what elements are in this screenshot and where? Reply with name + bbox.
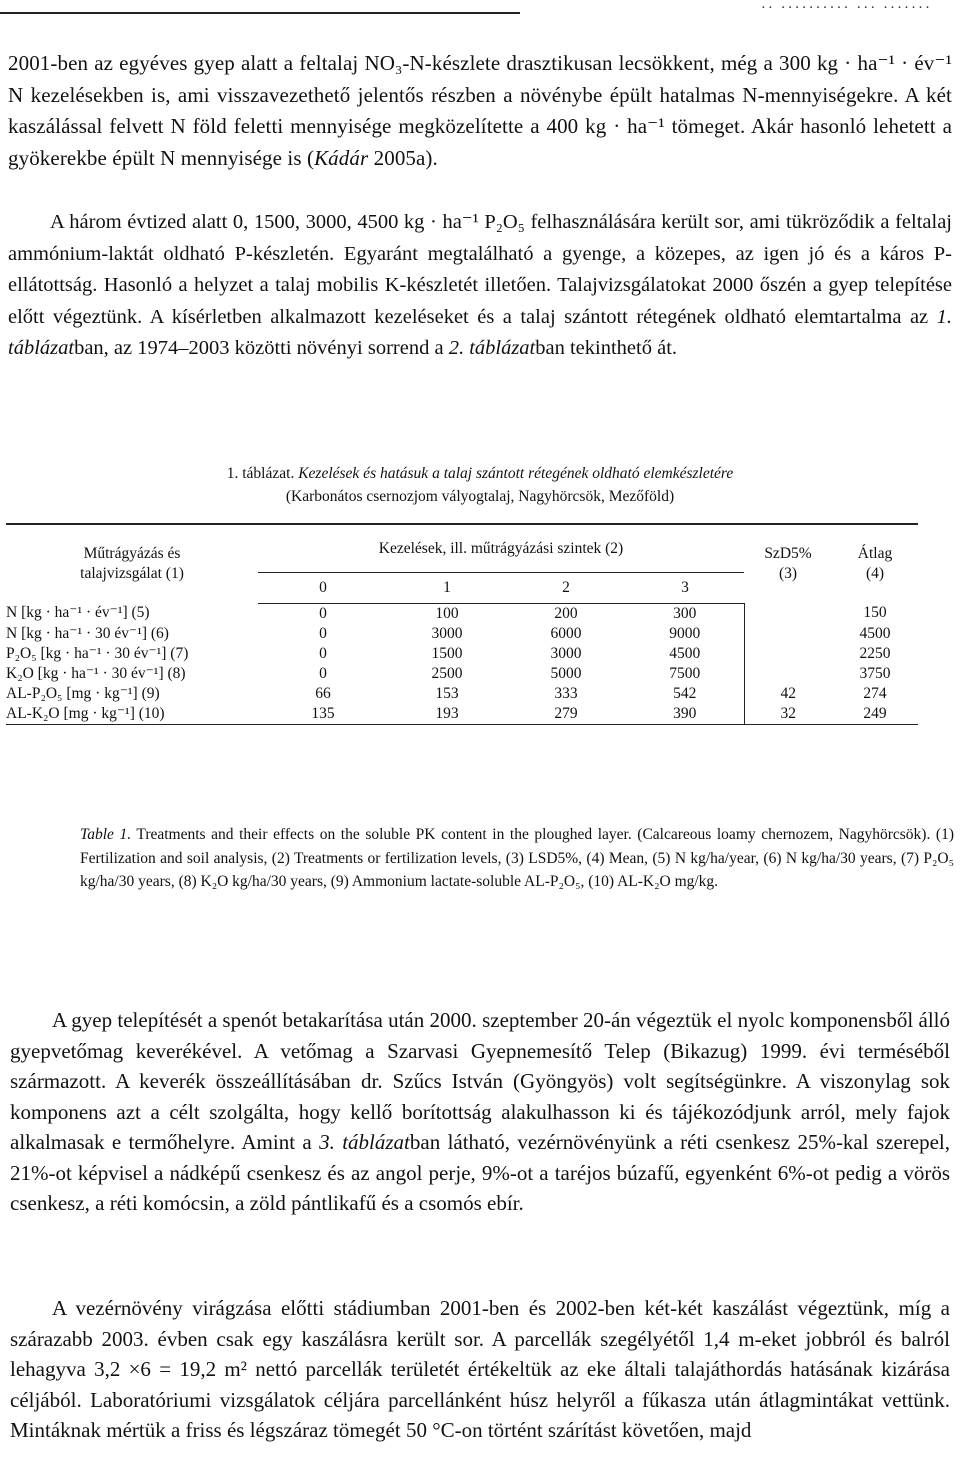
cell: 0 [319, 664, 327, 682]
english-caption-label: Table 1. [80, 826, 132, 843]
header-mean [832, 524, 918, 603]
table-3-ref: 3. táblázat [319, 1130, 410, 1154]
paragraph-2-text-b: ban, az 1974–2003 közötti növényi sorrend a [74, 337, 449, 359]
table-caption [0, 462, 960, 508]
cell: 2500 [431, 664, 463, 682]
level-1: 1 [388, 573, 506, 603]
cell: 5000 [550, 664, 582, 682]
cell: 7500 [626, 664, 744, 684]
paragraph-3-text-a: A gyep telepítését a spenót betakarítása után 2000. szeptember 20-án végeztük el nyolc komponensből álló gyepvetőmag keverékével. A vetőmag a Szarvasi Gyepnemesítő Telep (Bikazug) 1999. évi terméséből származott. A keverék összeállításában dr. Szűcs István (Gyöngyös) volt segítségünkre. A viszonylag sok komponens azt a célt szolgálta, hogy kellő borítottság alakulhasson ki és tájékozódjunk arról, mely fajok alkalmasak e termőhelyre. Amint a [10, 1008, 950, 1154]
cell-lsd [744, 644, 832, 664]
table-caption-title: Kezelések és hatásuk a talaj szántott rétegének oldható elemkészletére [298, 465, 734, 482]
row-label: N [kg · ha⁻¹ · 30 év⁻¹] (6) [6, 624, 169, 642]
paragraph-3 [10, 1005, 950, 1219]
header-lsd [744, 524, 832, 603]
paragraph-4-text: A vezérnövény virágzása előtti stádiumban 2001-ben és 2002-ben két-két kaszálást végeztünk, míg a szárazabb 2003. évben csak egy kaszálásra került sor. A parcellák szegélyétől 1,4 m-eket jobbról és balról lehagyva 3,2 ×6 = 19,2 m² nettó parcellák területét értékeltük az eke általi talajáthordás hatásának kizárása céljából. Laboratóriumi vizsgálatok céljára parcellánként húsz helyről a fűkasza után átlagmintákat vettünk. Mintáknak mértük a friss és légszáraz tömegét 50 °C-on történt szárítást követően, majd [10, 1296, 950, 1442]
level-0: 0 [258, 573, 388, 603]
cell: 0 [319, 624, 327, 642]
table-row [6, 624, 918, 644]
cell: 9000 [626, 624, 744, 644]
header-fragment: ·· ·········· ··· ······· [760, 0, 932, 16]
cell: 300 [626, 603, 744, 624]
cell: 153 [435, 684, 459, 702]
paragraph-2-text-a: A három évtized alatt 0, 1500, 3000, 4500 kg · ha⁻¹ P₂O₅ felhasználására került sor, ami tükröződik a feltalaj ammónium-laktát oldható P-készletén. Egyaránt megtalálható a gyenge, a közepes, az igen jó és a káros P-ellátottság. Hasonló a helyzet a talaj mobilis K-készletét illetően. Talajvizsgálatokat 2000 őszén a gyep telepítése előtt végeztünk. A kísérletben alkalmazott kezeléseket és a talaj szántott rétegének oldható elemtartalma az [8, 211, 952, 328]
cell-lsd [744, 624, 832, 644]
cell-mean: 274 [863, 684, 887, 702]
cell-mean: 249 [832, 704, 918, 725]
paragraph-2 [8, 207, 952, 365]
cell: 200 [554, 604, 578, 622]
row-label: K₂O [kg · ha⁻¹ · 30 év⁻¹] (8) [6, 664, 186, 682]
table-2-ref: 2. táblázat [448, 337, 536, 359]
header-fertilization-text: Műtrágyázás és talajvizsgálat (1) [80, 545, 184, 582]
header-mean-text: Átlag (4) [857, 545, 893, 582]
cell: 6000 [550, 624, 582, 642]
cell: 0 [319, 644, 327, 662]
paragraph-2-text-c: ban tekinthető át. [535, 337, 678, 359]
english-caption-text: Treatments and their effects on the soluble PK content in the ploughed layer. (Calcareous loamy chernozem, Nagyhörcsök). (1) Fertilization and soil analysis, (2) Treatments or fertilization levels, (3) LSD5%, (4) Mean, (5) N kg/ha/year, (6) N kg/ha/30 years, (7) P₂O₅ kg/ha/30 years, (8) K₂O kg/ha/30 years, (9) Ammonium lactate-soluble AL-P₂O₅, (10) AL-K₂O mg/kg. [80, 826, 954, 890]
cell: 193 [388, 704, 506, 725]
cell-lsd: 42 [780, 684, 796, 702]
top-rule [0, 12, 520, 14]
cell: 100 [435, 604, 459, 622]
table-row [6, 684, 918, 704]
cell-lsd: 32 [744, 704, 832, 725]
cell: 3000 [550, 644, 582, 662]
cell: 3000 [431, 624, 463, 642]
level-2: 2 [506, 573, 626, 603]
cell: 66 [315, 684, 331, 702]
header-treatments: Kezelések, ill. műtrágyázási szintek (2) [258, 524, 744, 573]
cell: 279 [506, 704, 626, 725]
table-row [6, 704, 918, 725]
header-lsd-text: SzD5% (3) [764, 545, 812, 582]
data-table [6, 523, 918, 725]
header-fertilization [6, 524, 258, 603]
table-row [6, 603, 918, 624]
paragraph-4 [10, 1293, 950, 1446]
cell-mean: 4500 [859, 624, 891, 642]
paragraph-1-end: 2005a). [368, 145, 438, 170]
cell: 0 [319, 604, 327, 622]
cell: 333 [554, 684, 578, 702]
table-caption-subtitle: (Karbonátos csernozjom vályogtalaj, Nagyhörcsök, Mezőföld) [285, 488, 675, 505]
cell: 390 [626, 704, 744, 725]
table-caption-label: 1. táblázat. [226, 465, 295, 482]
level-3: 3 [626, 573, 744, 603]
row-label: P₂O₅ [kg · ha⁻¹ · 30 év⁻¹] (7) [6, 644, 189, 662]
table-row [6, 644, 918, 664]
cell-lsd [744, 664, 832, 684]
paragraph-1-text: 2001-ben az egyéves gyep alatt a feltalaj NO₃-N-készlete drasztikusan lecsökkent, még a 300 kg · ha⁻¹ · év⁻¹ N kezelésekben is, ami visszavezethető jelentős részben a növénybe épült hatalmas N-mennyiségekre. A két kaszálással felvett N föld feletti mennyisége megközelítette a 400 kg · ha⁻¹ tömeget. Akár hasonló lehetett a gyökerekbe épült N mennyisége is ( [8, 51, 952, 170]
cell: 4500 [626, 644, 744, 664]
row-label: AL-K₂O [mg · kg⁻¹] (10) [6, 704, 258, 725]
row-label: N [kg · ha⁻¹ · év⁻¹] (5) [6, 604, 150, 622]
cell: 542 [626, 684, 744, 704]
english-caption [80, 823, 954, 894]
table-row [6, 664, 918, 684]
paragraph-1 [8, 48, 952, 174]
table-1-ref: 1. táblázat [8, 305, 952, 359]
cell-mean: 150 [863, 604, 887, 622]
citation-kadar: Kádár [314, 145, 369, 170]
cell-mean: 3750 [859, 664, 891, 682]
cell: 135 [258, 704, 388, 725]
cell: 1500 [431, 644, 463, 662]
cell-mean: 2250 [859, 644, 891, 662]
row-label: AL-P₂O₅ [mg · kg⁻¹] (9) [6, 684, 160, 702]
cell-lsd [744, 603, 832, 624]
paragraph-3-text-b: ban látható, vezérnövényünk a réti csenkesz 25%-kal szerepel, 21%-ot képvisel a nádképű csenkesz és az angol perje, 9%-ot a taréjos búzafű, egyenként 6%-ot pedig a vörös csenkesz, a réti komócsin, a zöld pántlikafű és a csomós ebír. [10, 1130, 950, 1215]
